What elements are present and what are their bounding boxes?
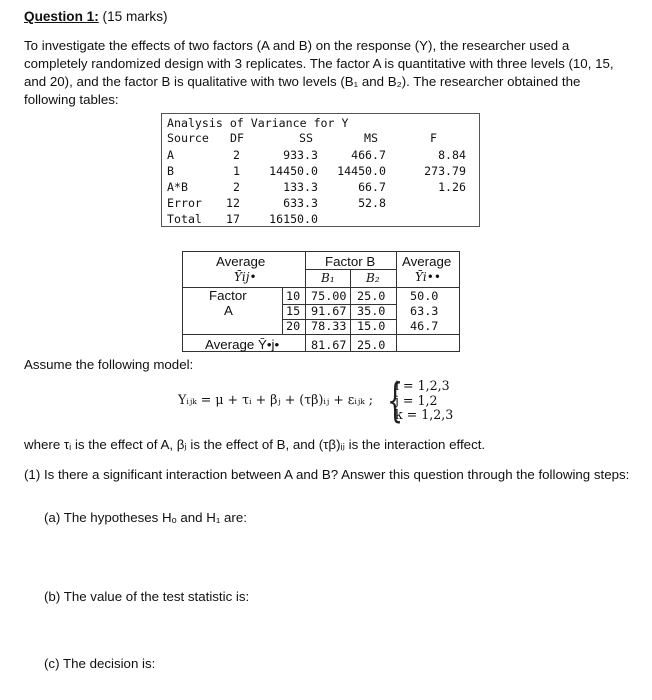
avg-cell-label: Average	[216, 254, 266, 269]
anova-cell: 52.8	[358, 196, 386, 210]
anova-cell: 14450.0	[269, 164, 318, 178]
avg-cell-symbol: Ȳij•	[234, 270, 257, 284]
anova-table	[161, 113, 480, 227]
avg-border-left	[182, 251, 183, 352]
avg-col-divider-1	[305, 251, 306, 352]
i-range: i = 1,2,3	[395, 378, 450, 393]
where-text: where τᵢ is the effect of A, βⱼ is the effect of B, and (τβ)ᵢⱼ is the interaction effect.	[24, 437, 486, 452]
question-marks: (15 marks)	[98, 9, 168, 24]
anova-cell: 1.26	[438, 180, 466, 194]
anova-cell: 273.79	[424, 164, 466, 178]
anova-cell: 133.3	[283, 180, 318, 194]
anova-cell: Total	[167, 212, 202, 226]
anova-cell: 933.3	[283, 148, 318, 162]
anova-cell: A	[167, 148, 174, 162]
row-average-value: 50.0	[410, 289, 439, 303]
model-equation: Yᵢⱼₖ = μ + τᵢ + βⱼ + (τβ)ᵢⱼ + εᵢⱼₖ ;	[178, 392, 374, 407]
factor-label: Factor	[209, 288, 247, 303]
anova-cell: 2	[233, 180, 240, 194]
anova-cell: B	[167, 164, 174, 178]
curly-brace: {	[387, 373, 404, 427]
part1-question: (1) Is there a significant interaction between A and B? Answer this question through the following steps:	[24, 467, 630, 482]
anova-cell: 2	[233, 148, 240, 162]
anova-cell: 1	[233, 164, 240, 178]
level-cell: 15	[286, 304, 301, 318]
row-average-value: 46.7	[410, 319, 439, 333]
anova-cell: Error	[167, 196, 202, 210]
anova-header-source: Source	[167, 131, 209, 145]
b1-value: 78.33	[311, 319, 347, 333]
avg-border-top	[182, 251, 460, 252]
anova-cell: 14450.0	[337, 164, 386, 178]
level-cell: 10	[286, 289, 301, 303]
anova-header-ss: SS	[299, 131, 313, 145]
col-avg-b2: 25.0	[357, 338, 386, 352]
avg-factorb-underline	[305, 269, 396, 270]
anova-cell: 12	[226, 196, 240, 210]
avg-col-divider-3	[396, 251, 397, 352]
avg-col-divider-level	[282, 287, 283, 334]
factor-b-label: Factor B	[325, 254, 376, 269]
part1-b: (b) The value of the test statistic is:	[44, 589, 250, 604]
subscript-ranges	[395, 379, 453, 423]
b1-value: 91.67	[311, 304, 347, 318]
avg-col-divider-2	[350, 270, 351, 352]
row-avg-label: Average	[402, 254, 452, 269]
averages-table	[182, 251, 460, 352]
assume-text: Assume the following model:	[24, 357, 194, 372]
question-title	[24, 9, 168, 24]
k-range: k = 1,2,3	[395, 407, 454, 422]
factor-name: A	[224, 303, 233, 318]
b2-header: B₂	[366, 271, 380, 285]
anova-cell: 66.7	[358, 180, 386, 194]
b2-value: 15.0	[357, 319, 386, 333]
b2-value: 25.0	[357, 289, 386, 303]
anova-cell: 8.84	[438, 148, 466, 162]
anova-cell: 466.7	[351, 148, 386, 162]
part1-c: (c) The decision is:	[44, 656, 156, 671]
anova-header-df: DF	[230, 131, 244, 145]
row-average-value: 63.3	[410, 304, 439, 318]
b1-value: 75.00	[311, 289, 347, 303]
avg-footer-divider	[182, 334, 460, 335]
anova-cell: A*B	[167, 180, 188, 194]
level-cell: 20	[286, 319, 301, 333]
anova-cell: 16150.0	[269, 212, 318, 226]
row-avg-symbol: Ȳi••	[415, 270, 441, 284]
question-label: Question 1:	[24, 9, 99, 24]
col-avg-b1: 81.67	[311, 338, 347, 352]
avg-border-right	[459, 251, 460, 352]
b2-value: 35.0	[357, 304, 386, 318]
part1-a: (a) The hypotheses Hₒ and H₁ are:	[44, 510, 247, 525]
col-avg-label: Average Ȳ•j•	[205, 337, 280, 352]
anova-title: Analysis of Variance for Y	[167, 116, 349, 130]
anova-header-ms: MS	[364, 131, 378, 145]
question-intro: To investigate the effects of two factors (A and B) on the response (Y), the researcher used a completely randomized design with 3 replicates. The factor A is quantitative with three levels (10, 15, and 20), and the factor B is qualitative with two levels (B₁ and B₂). The researcher obtained the following tables:	[24, 38, 614, 107]
anova-cell: 633.3	[283, 196, 318, 210]
anova-cell: 17	[226, 212, 240, 226]
b1-header: B₁	[321, 271, 335, 285]
j-range: j = 1,2	[395, 392, 438, 408]
anova-header-f: F	[430, 131, 437, 145]
